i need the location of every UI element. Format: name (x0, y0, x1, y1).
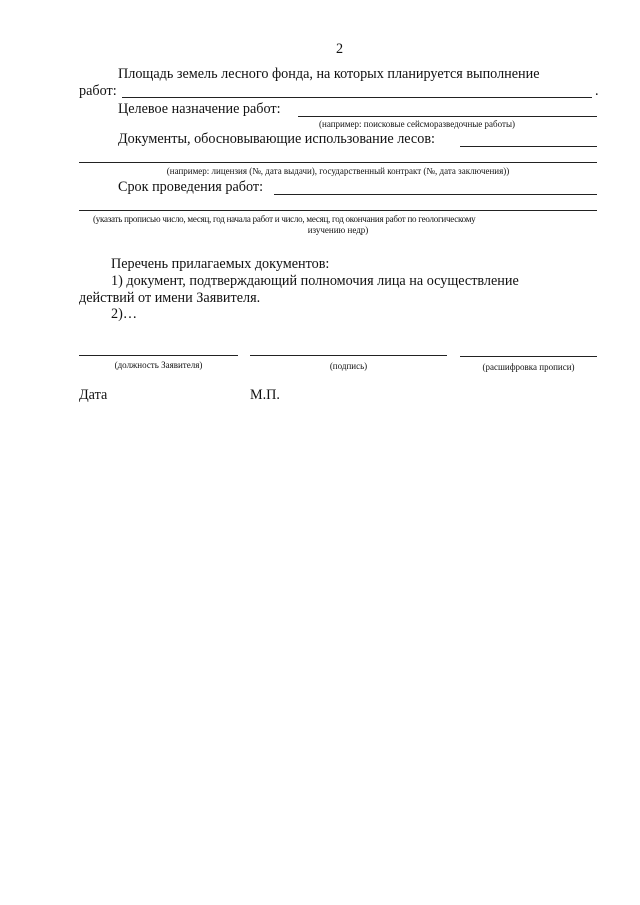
forest-area-label-works: работ: (79, 83, 117, 99)
forest-area-label: Площадь земель лесного фонда, на которых планируется выполнение (118, 66, 540, 82)
decoding-field[interactable] (460, 356, 597, 357)
signature-hint: (подпись) (329, 361, 368, 371)
attachment-item-2: 2)… (111, 306, 138, 322)
documents-field-line1[interactable] (460, 146, 597, 147)
purpose-label: Целевое назначение работ: (118, 101, 281, 117)
term-field-line2[interactable] (79, 210, 597, 211)
signature-field[interactable] (250, 355, 447, 356)
purpose-field[interactable] (298, 116, 597, 117)
term-field-line1[interactable] (274, 194, 597, 195)
term-hint-line1: (указать прописью число, месяц, год начала работ и число, месяц, год окончания работ по геологическому (93, 214, 476, 224)
attachment-item-1-line2: действий от имени Заявителя. (79, 290, 261, 306)
documents-label: Документы, обосновывающие использование лесов: (118, 131, 435, 147)
forest-area-dot: . (595, 83, 599, 99)
term-label: Срок проведения работ: (118, 179, 264, 195)
forest-area-field[interactable] (122, 97, 592, 98)
attachments-title: Перечень прилагаемых документов: (111, 256, 330, 272)
documents-hint: (например: лицензия (№, дата выдачи), государственный контракт (№, дата заключения)) (166, 166, 510, 176)
attachment-item-1-line1: 1) документ, подтверждающий полномочия лица на осуществление (111, 273, 519, 289)
date-label: Дата (79, 387, 108, 403)
position-field[interactable] (79, 355, 238, 356)
term-hint-line2: изучению недр) (307, 225, 369, 235)
position-hint: (должность Заявителя) (114, 360, 203, 370)
decoding-hint: (расшифровка прописи) (482, 362, 575, 372)
stamp-label: М.П. (250, 387, 280, 403)
page-number: 2 (336, 41, 344, 57)
purpose-hint: (например: поисковые сейсморазведочные работы) (319, 119, 515, 129)
documents-field-line2[interactable] (79, 162, 597, 163)
